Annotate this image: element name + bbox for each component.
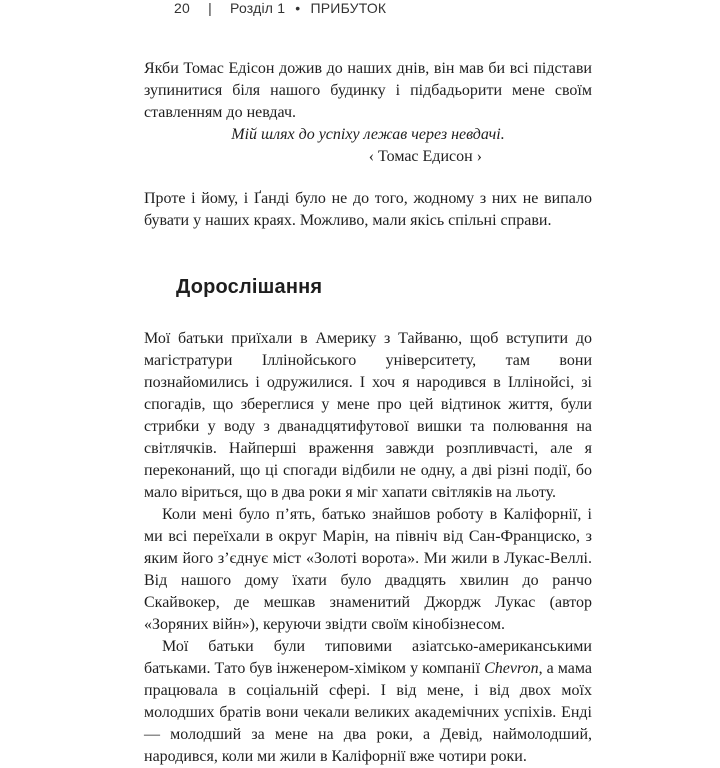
chapter-label: Розділ 1 xyxy=(230,0,286,16)
page-number: 20 xyxy=(174,0,190,16)
quote-text: Мій шлях до успіху лежав через невдачі. xyxy=(231,126,505,143)
header-separator: | xyxy=(208,0,212,16)
section-heading: Дорослішання xyxy=(176,276,323,298)
chapter-title: ПРИБУТОК xyxy=(310,0,387,16)
running-header xyxy=(174,0,386,16)
paragraph-parents: Мої батьки приїхали в Америку з Тайваню, щоб вступити до магістратури Іллінойського університету, там вони познайомились і одружилися. І хоч я народився в Іллінойсі, зі спогадів, що збереглися у мене про цей відтинок життя, були стрибки у воду з дванадцятифутової вишки та полювання на світлячків. Найперші враження завжди розпливчасті, але я переконаний, що ці спогади відбили не одну, а дві різні події, бо мало віриться, що в два роки я міг хапати світляків на льоту. xyxy=(144,330,592,501)
paragraph-edison: Якби Томас Едісон дожив до наших днів, він мав би всі підстави зупинитися біля нашого будинку і підбадьорити мене своїм ставленням до невдач. xyxy=(144,60,592,121)
header-bullet: • xyxy=(295,0,301,16)
paragraph-family-start: Мої батьки були типовими азіатсько-американськими батьками. Тато був інженером-хіміком у компанії xyxy=(144,638,592,677)
paragraph-family xyxy=(144,636,592,768)
paragraph-gandhi: Проте і йому, і Ґанді було не до того, жодному з них не випало бувати у наших краях. Можливо, мали якісь спільні справи. xyxy=(144,190,592,229)
paragraph-family-end: , а мама працювала в соціальній сфері. І від мене, і від двох моїх молодших братів вони чекали великих академічних успіхів. Енді — молодший за мене на два роки, а Девід, наймолодший, народився, коли ми жили в Каліфорнії вже чотири роки. xyxy=(144,660,592,765)
quote-author: ‹ Томас Едисон › xyxy=(368,148,482,165)
page-body xyxy=(144,58,592,768)
company-name: Chevron xyxy=(484,660,539,677)
paragraph-california: Коли мені було п’ять, батько знайшов роботу в Каліфорнії, і ми всі переїхали в округ Марін, на північ від Сан-Франциско, з яким його з’єднує міст «Золоті ворота». Ми жили в Лукас-Веллі. Від нашого дому їхати було двадцять хвилин до ранчо Скайвокер, де мешкав знаменитий Джордж Лукас (автор «Зоряних війн»), керуючи звідти своїм кінобізнесом. xyxy=(144,506,592,633)
